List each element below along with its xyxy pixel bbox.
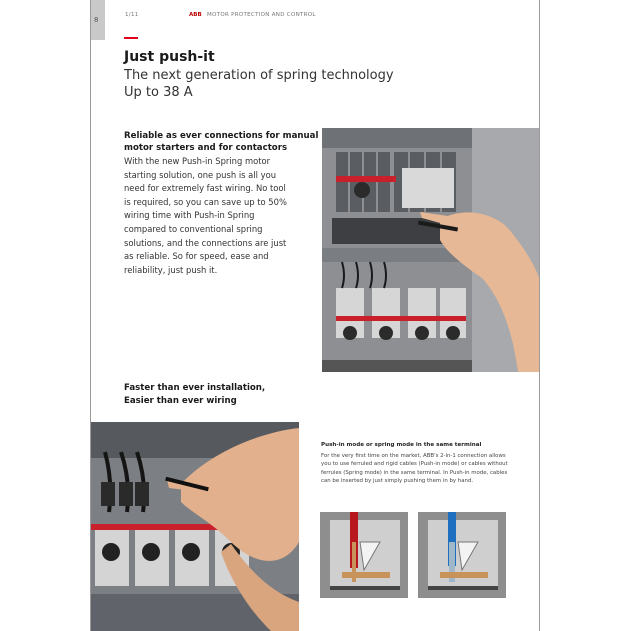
note-body: For the very first time on the market, ABB's 2-in-1 connection allows you to use ferruled and rigid cables (Push-in mode) or cables without ferrules (Spring mode) in the same terminal. In Push-in mode, cables can be inserted by just simply pushing them in by hand. — [321, 453, 508, 484]
subtitle-line: The next generation of spring technology — [124, 68, 394, 83]
cable-insertion-photo — [91, 422, 299, 631]
spring-mode-diagram — [320, 512, 408, 598]
install-heading-line: Faster than ever installation, — [124, 383, 266, 393]
note-heading: Push-in mode or spring mode in the same terminal — [321, 442, 482, 448]
push-in-mode-diagram — [418, 512, 506, 598]
install-heading-line: Easier than ever wiring — [124, 396, 237, 406]
document-page — [90, 0, 540, 631]
subtitle-line: Up to 38 A — [124, 85, 193, 100]
install-heading — [124, 382, 314, 408]
page-tab — [91, 0, 105, 40]
lead-heading: Reliable as ever connections for manual motor starters and for contactors — [124, 131, 319, 153]
page-subtitle — [124, 67, 394, 101]
lead-body: With the new Push-in Spring motor starting solution, one push is all you need for extremely fast wiring. No tool is required, so you can save up to 50% wiring time with Push-in Spring compared to conventional spring solutions, and the connections are just as reliable. So for speed, ease and reliability, just push it. — [124, 156, 287, 275]
accent-bar — [124, 37, 138, 39]
section-title: MOTOR PROTECTION AND CONTROL — [207, 12, 316, 18]
page-title: Just push-it — [124, 49, 215, 65]
brand-logo: ABB — [189, 12, 202, 18]
page-number: 8 — [94, 16, 99, 24]
panel-wiring-photo — [322, 128, 540, 372]
page-range: 1/11 — [125, 12, 139, 18]
